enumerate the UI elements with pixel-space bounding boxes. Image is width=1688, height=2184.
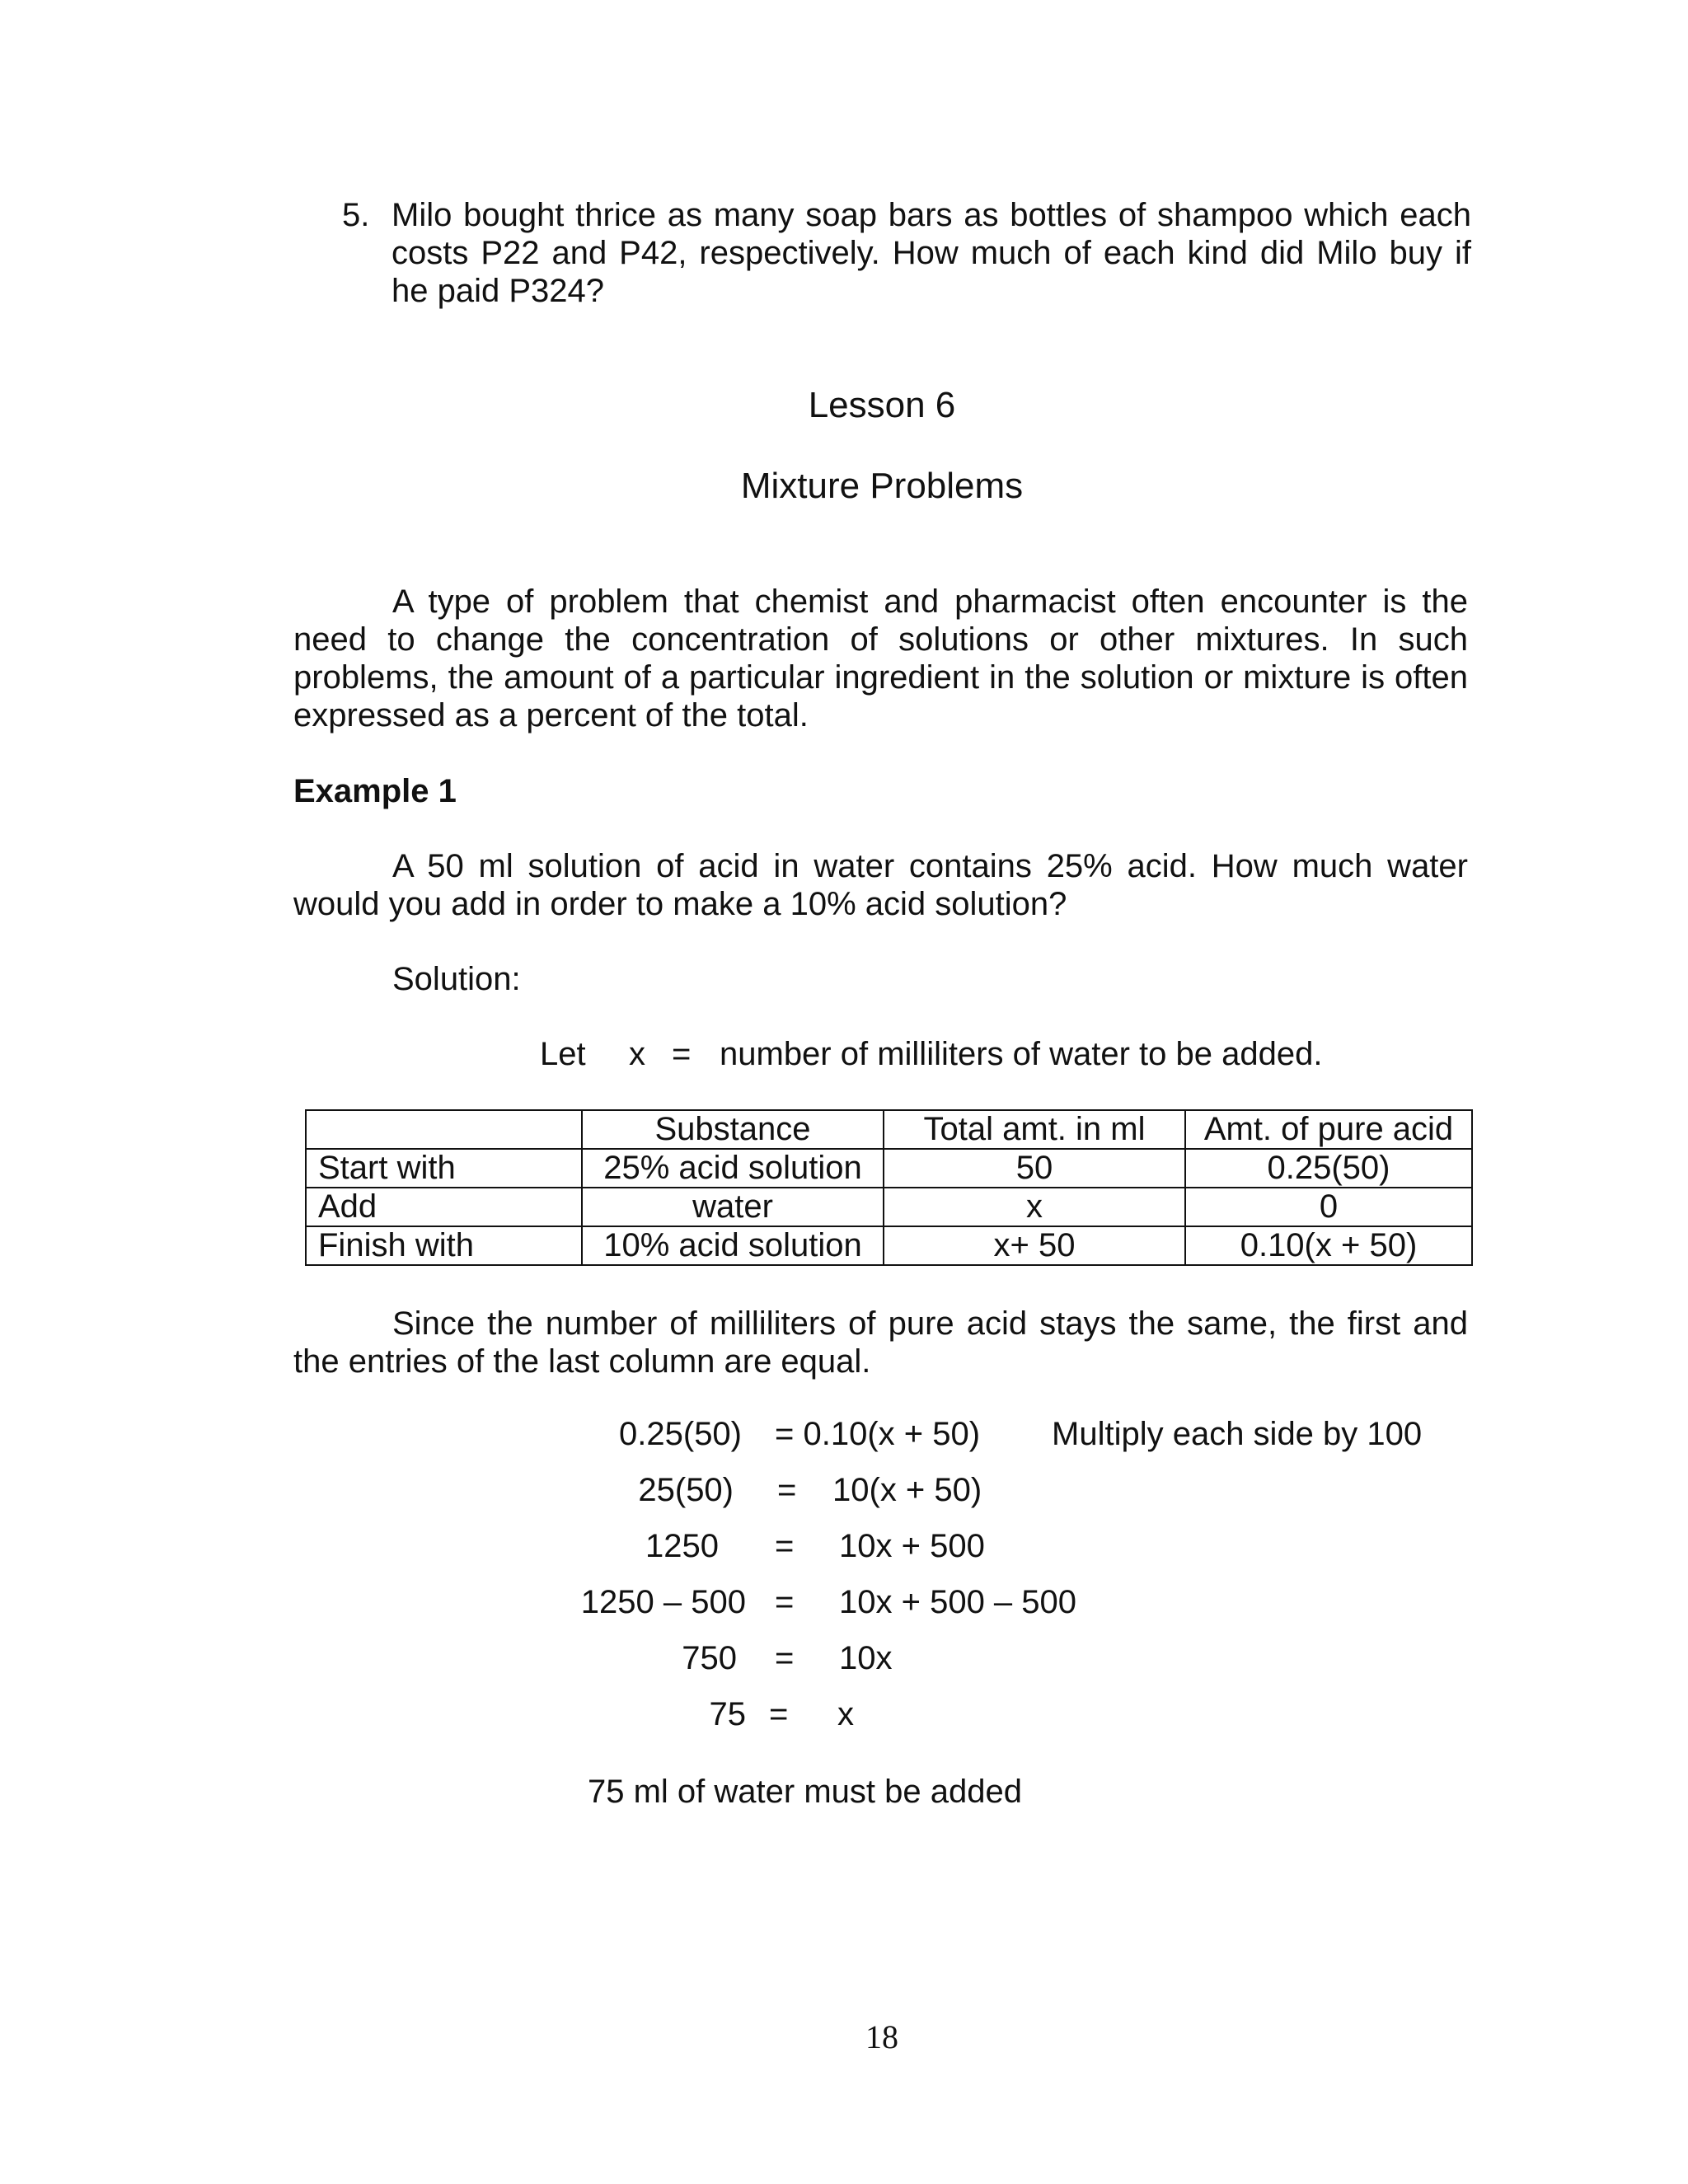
table-cell: Start with <box>306 1149 582 1188</box>
equation-lhs: 25(50) <box>638 1472 734 1508</box>
mixture-table <box>305 1109 1473 1266</box>
problem-number: 5. <box>342 197 370 233</box>
let-word: Let <box>540 1036 586 1072</box>
table-cell: Finish with <box>306 1226 582 1265</box>
equation-rhs: x <box>837 1696 854 1732</box>
let-equals: = <box>672 1036 692 1072</box>
table-header-cell: Substance <box>582 1110 884 1149</box>
problem-5 <box>342 196 1471 310</box>
table-cell: Add <box>306 1188 582 1226</box>
table-row <box>306 1226 1472 1265</box>
equation-equals: = <box>777 1472 797 1508</box>
table-header-row <box>306 1110 1472 1149</box>
table-cell: water <box>582 1188 884 1226</box>
equation-rhs: 10(x + 50) <box>832 1472 982 1508</box>
table-cell: x+ 50 <box>884 1226 1185 1265</box>
table-row <box>306 1149 1472 1188</box>
equation-equals: = <box>775 1640 795 1676</box>
table-cell: 0.10(x + 50) <box>1185 1226 1472 1265</box>
table-row <box>306 1188 1472 1226</box>
equation-lhs: 1250 – 500 <box>580 1584 746 1620</box>
equation-lhs: 0.25(50) <box>619 1416 742 1452</box>
table-cell: 10% acid solution <box>582 1226 884 1265</box>
let-variable: x <box>629 1036 645 1072</box>
table-header-cell: Amt. of pure acid <box>1185 1110 1472 1149</box>
table-cell: 50 <box>884 1149 1185 1188</box>
table-cell: 25% acid solution <box>582 1149 884 1188</box>
page-number: 18 <box>865 2018 898 2055</box>
equation-rhs: 10x + 500 – 500 <box>839 1584 1077 1620</box>
equation-equals: = <box>775 1528 795 1564</box>
solution-label: Solution: <box>392 961 521 997</box>
table-cell: x <box>884 1188 1185 1226</box>
equation-lhs: 1250 <box>645 1528 719 1564</box>
example-title: Example 1 <box>293 773 457 809</box>
lesson-subtitle: Mixture Problems <box>740 466 1024 506</box>
table-header-cell: Total amt. in ml <box>884 1110 1185 1149</box>
table-cell: 0.25(50) <box>1185 1149 1472 1188</box>
answer-statement: 75 ml of water must be added <box>588 1774 1022 1810</box>
table-header-cell <box>306 1110 582 1149</box>
equation-lhs: 75 <box>709 1696 746 1732</box>
let-description: number of milliliters of water to be added. <box>720 1036 1323 1072</box>
equation-lhs: 750 <box>682 1640 737 1676</box>
equation-rhs: 10x + 500 <box>839 1528 985 1564</box>
equation-note: Multiply each side by 100 <box>1052 1416 1423 1452</box>
problem-text: Milo bought thrice as many soap bars as bottles of shampoo which each costs P22 and P42, respectively. How much of each kind did Milo buy if he paid P324? <box>392 197 1471 309</box>
intro-paragraph: A type of problem that chemist and pharmacist often encounter is the need to change the concentration of solutions or other mixtures. In such problems, the amount of a particular ingredient in the solution or mixture is often expressed as a percent of the total. <box>293 583 1468 733</box>
table-cell: 0 <box>1185 1188 1472 1226</box>
explanation-paragraph: Since the number of milliliters of pure acid stays the same, the first and the entries of the last column are equal. <box>293 1305 1468 1380</box>
example-problem: A 50 ml solution of acid in water contains 25% acid. How much water would you add in order to make a 10% acid solution? <box>293 848 1468 922</box>
equation-equals: = <box>775 1584 795 1620</box>
lesson-title: Lesson 6 <box>808 385 956 425</box>
equation-rhs: = 0.10(x + 50) <box>775 1416 981 1452</box>
equation-equals: = <box>769 1696 789 1732</box>
equation-rhs: 10x <box>839 1640 893 1676</box>
